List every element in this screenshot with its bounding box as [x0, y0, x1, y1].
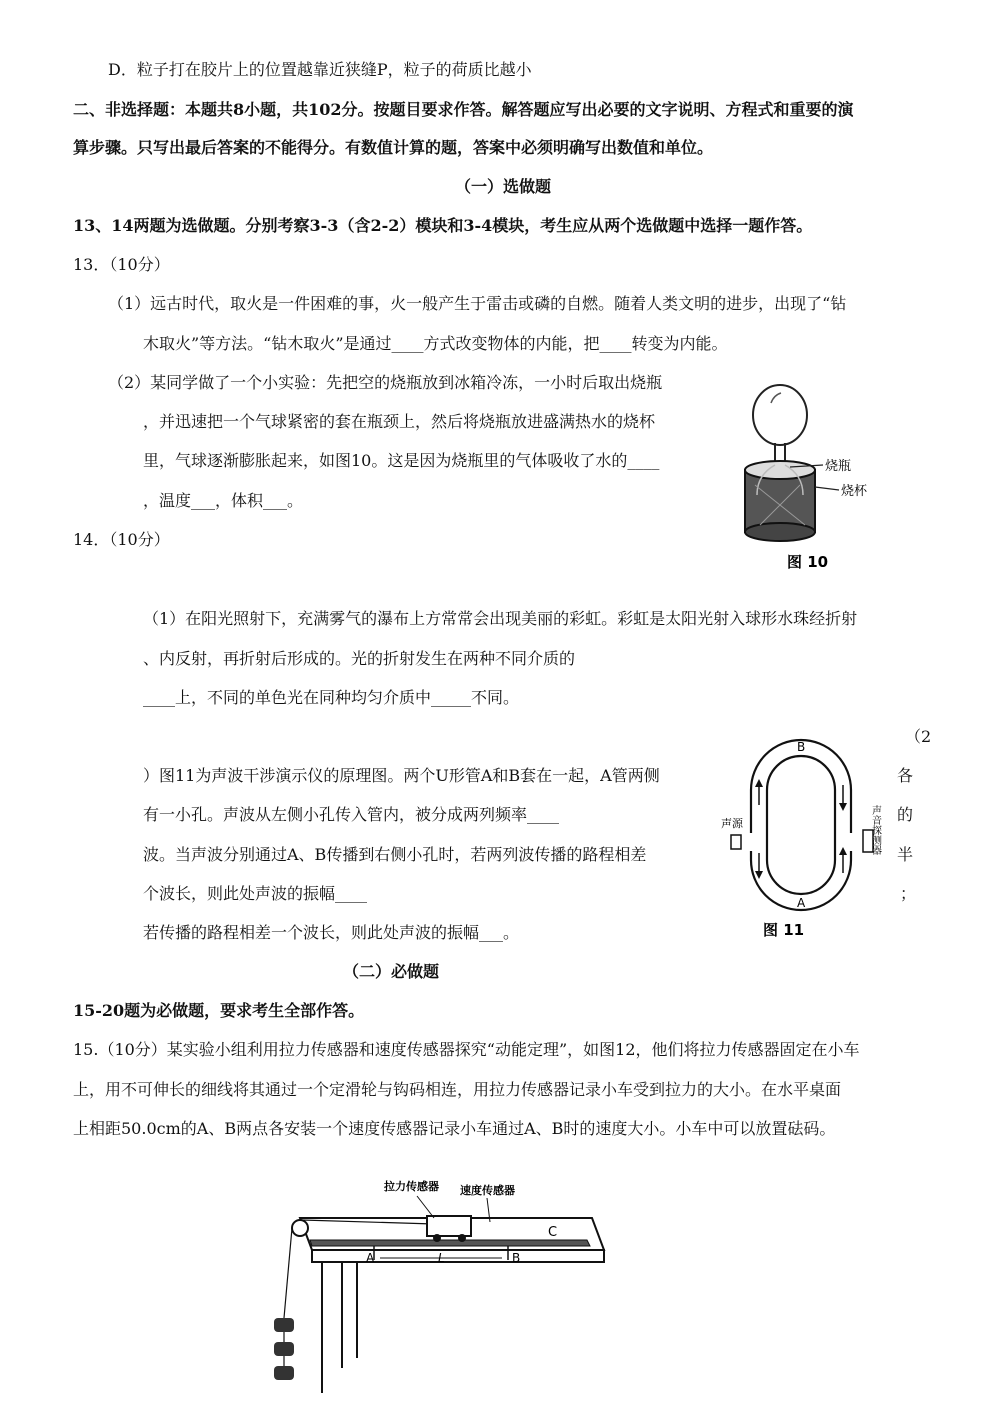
- side-char-1: 各: [897, 766, 914, 785]
- section2-heading-line2: 算步骤。只写出最后答案的不能得分。有数值计算的题，答案中必须明确写出数值和单位。: [73, 138, 714, 157]
- q14-p2-line2: 有一小孔。声波从左侧小孔传入管内，被分成两列频率____: [143, 805, 560, 824]
- q13-p2-line3: 里，气球逐渐膨胀起来，如图10。这是因为烧瓶里的气体吸收了水的____: [143, 451, 660, 470]
- label-flask: 烧瓶: [825, 459, 852, 474]
- label-speed-sensor: 速度传感器: [460, 1184, 515, 1197]
- q14-p2-line1: ）图11为声波干涉演示仪的原理图。两个U形管A和B套在一起，A管两侧: [143, 766, 660, 785]
- side-char-3: 半: [897, 845, 914, 864]
- option-d: D．粒子打在胶片上的位置越靠近狭缝P，粒子的荷质比越小: [108, 60, 532, 79]
- required-section-note: 15-20题为必做题，要求考生全部作答。: [73, 1001, 365, 1020]
- figure-11-sound-interference: [715, 735, 890, 945]
- q14-p2-line3: 波。当声波分别通过A、B传播到右侧小孔时，若两列波传播的路程相差: [143, 845, 647, 864]
- label-force-sensor: 拉力传感器: [384, 1180, 439, 1193]
- figure-10-flask-beaker: [735, 375, 900, 575]
- label-a: A: [366, 1251, 375, 1265]
- label-tube-b: B: [797, 740, 806, 754]
- q14-p2-line5: 若传播的路程相差一个波长，则此处声波的振幅___。: [143, 923, 520, 942]
- q13-p2-line1: （2）某同学做了一个小实验：先把空的烧瓶放到冰箱冷冻，一小时后取出烧瓶: [108, 373, 663, 392]
- q14-p2-corner: （2: [905, 727, 932, 746]
- q14-header: 14．（10分）: [73, 530, 170, 549]
- q14-p2-line4: 个波长，则此处声波的振幅____: [143, 884, 368, 903]
- optional-section-note: 13、14两题为选做题。分别考察3-3（含2-2）模块和3-4模块，考生应从两个选做题中选择一题作答。: [73, 216, 813, 235]
- side-char-2: 的: [897, 805, 914, 824]
- label-tube-a: A: [797, 896, 806, 910]
- label-c: C: [548, 1225, 558, 1240]
- figure-11-caption: 图 11: [763, 921, 805, 939]
- q13-p2-line4: ，温度___，体积___。: [143, 491, 304, 510]
- q14-p1-line3: ____上，不同的单色光在同种均匀介质中_____不同。: [143, 688, 520, 707]
- q14-p1-line2: 、内反射，再折射后形成的。光的折射发生在两种不同介质的: [143, 649, 576, 668]
- figure-10-caption: 图 10: [787, 553, 829, 571]
- optional-section-title: （一）选做题: [455, 177, 552, 196]
- side-char-4: ；: [900, 884, 917, 903]
- label-b: B: [512, 1251, 521, 1265]
- label-l: L: [438, 1251, 445, 1265]
- q15-line2: 上，用不可伸长的细线将其通过一个定滑轮与钩码相连，用拉力传感器记录小车受到拉力的大小。在水平桌面: [73, 1080, 842, 1099]
- label-beaker: 烧杯: [841, 484, 868, 499]
- q14-p1-line1: （1）在阳光照射下，充满雾气的瀑布上方常常会出现美丽的彩虹。彩虹是太阳光射入球形水珠经折射: [143, 609, 858, 628]
- section2-heading-line1: 二、非选择题：本题共8小题，共102分。按题目要求作答。解答题应写出必要的文字说明、方程式和重要的演: [73, 100, 854, 119]
- figure-12-dynamics-cart-setup: [262, 1158, 622, 1403]
- required-section-title: （二）必做题: [343, 962, 440, 981]
- q13-p1-line2: 木取火”等方法。“钻木取火”是通过____方式改变物体的内能，把____转变为内能。: [143, 334, 728, 353]
- q13-header: 13．（10分）: [73, 255, 170, 274]
- q13-p1-line1: （1）远古时代，取火是一件困难的事，火一般产生于雷击或磷的自燃。随着人类文明的进步，出现了“钻: [108, 294, 847, 313]
- label-sound-detector: 声音探测器: [869, 805, 881, 855]
- q13-p2-line2: ，并迅速把一个气球紧密的套在瓶颈上，然后将烧瓶放进盛满热水的烧杯: [143, 412, 656, 431]
- q15-line3: 上相距50.0cm的A、B两点各安装一个速度传感器记录小车通过A、B时的速度大小。小车中可以放置砝码。: [73, 1119, 836, 1138]
- q15-line1: 15.（10分）某实验小组利用拉力传感器和速度传感器探究“动能定理”，如图12，他们将拉力传感器固定在小车: [73, 1040, 860, 1059]
- label-sound-source: 声源: [721, 817, 743, 830]
